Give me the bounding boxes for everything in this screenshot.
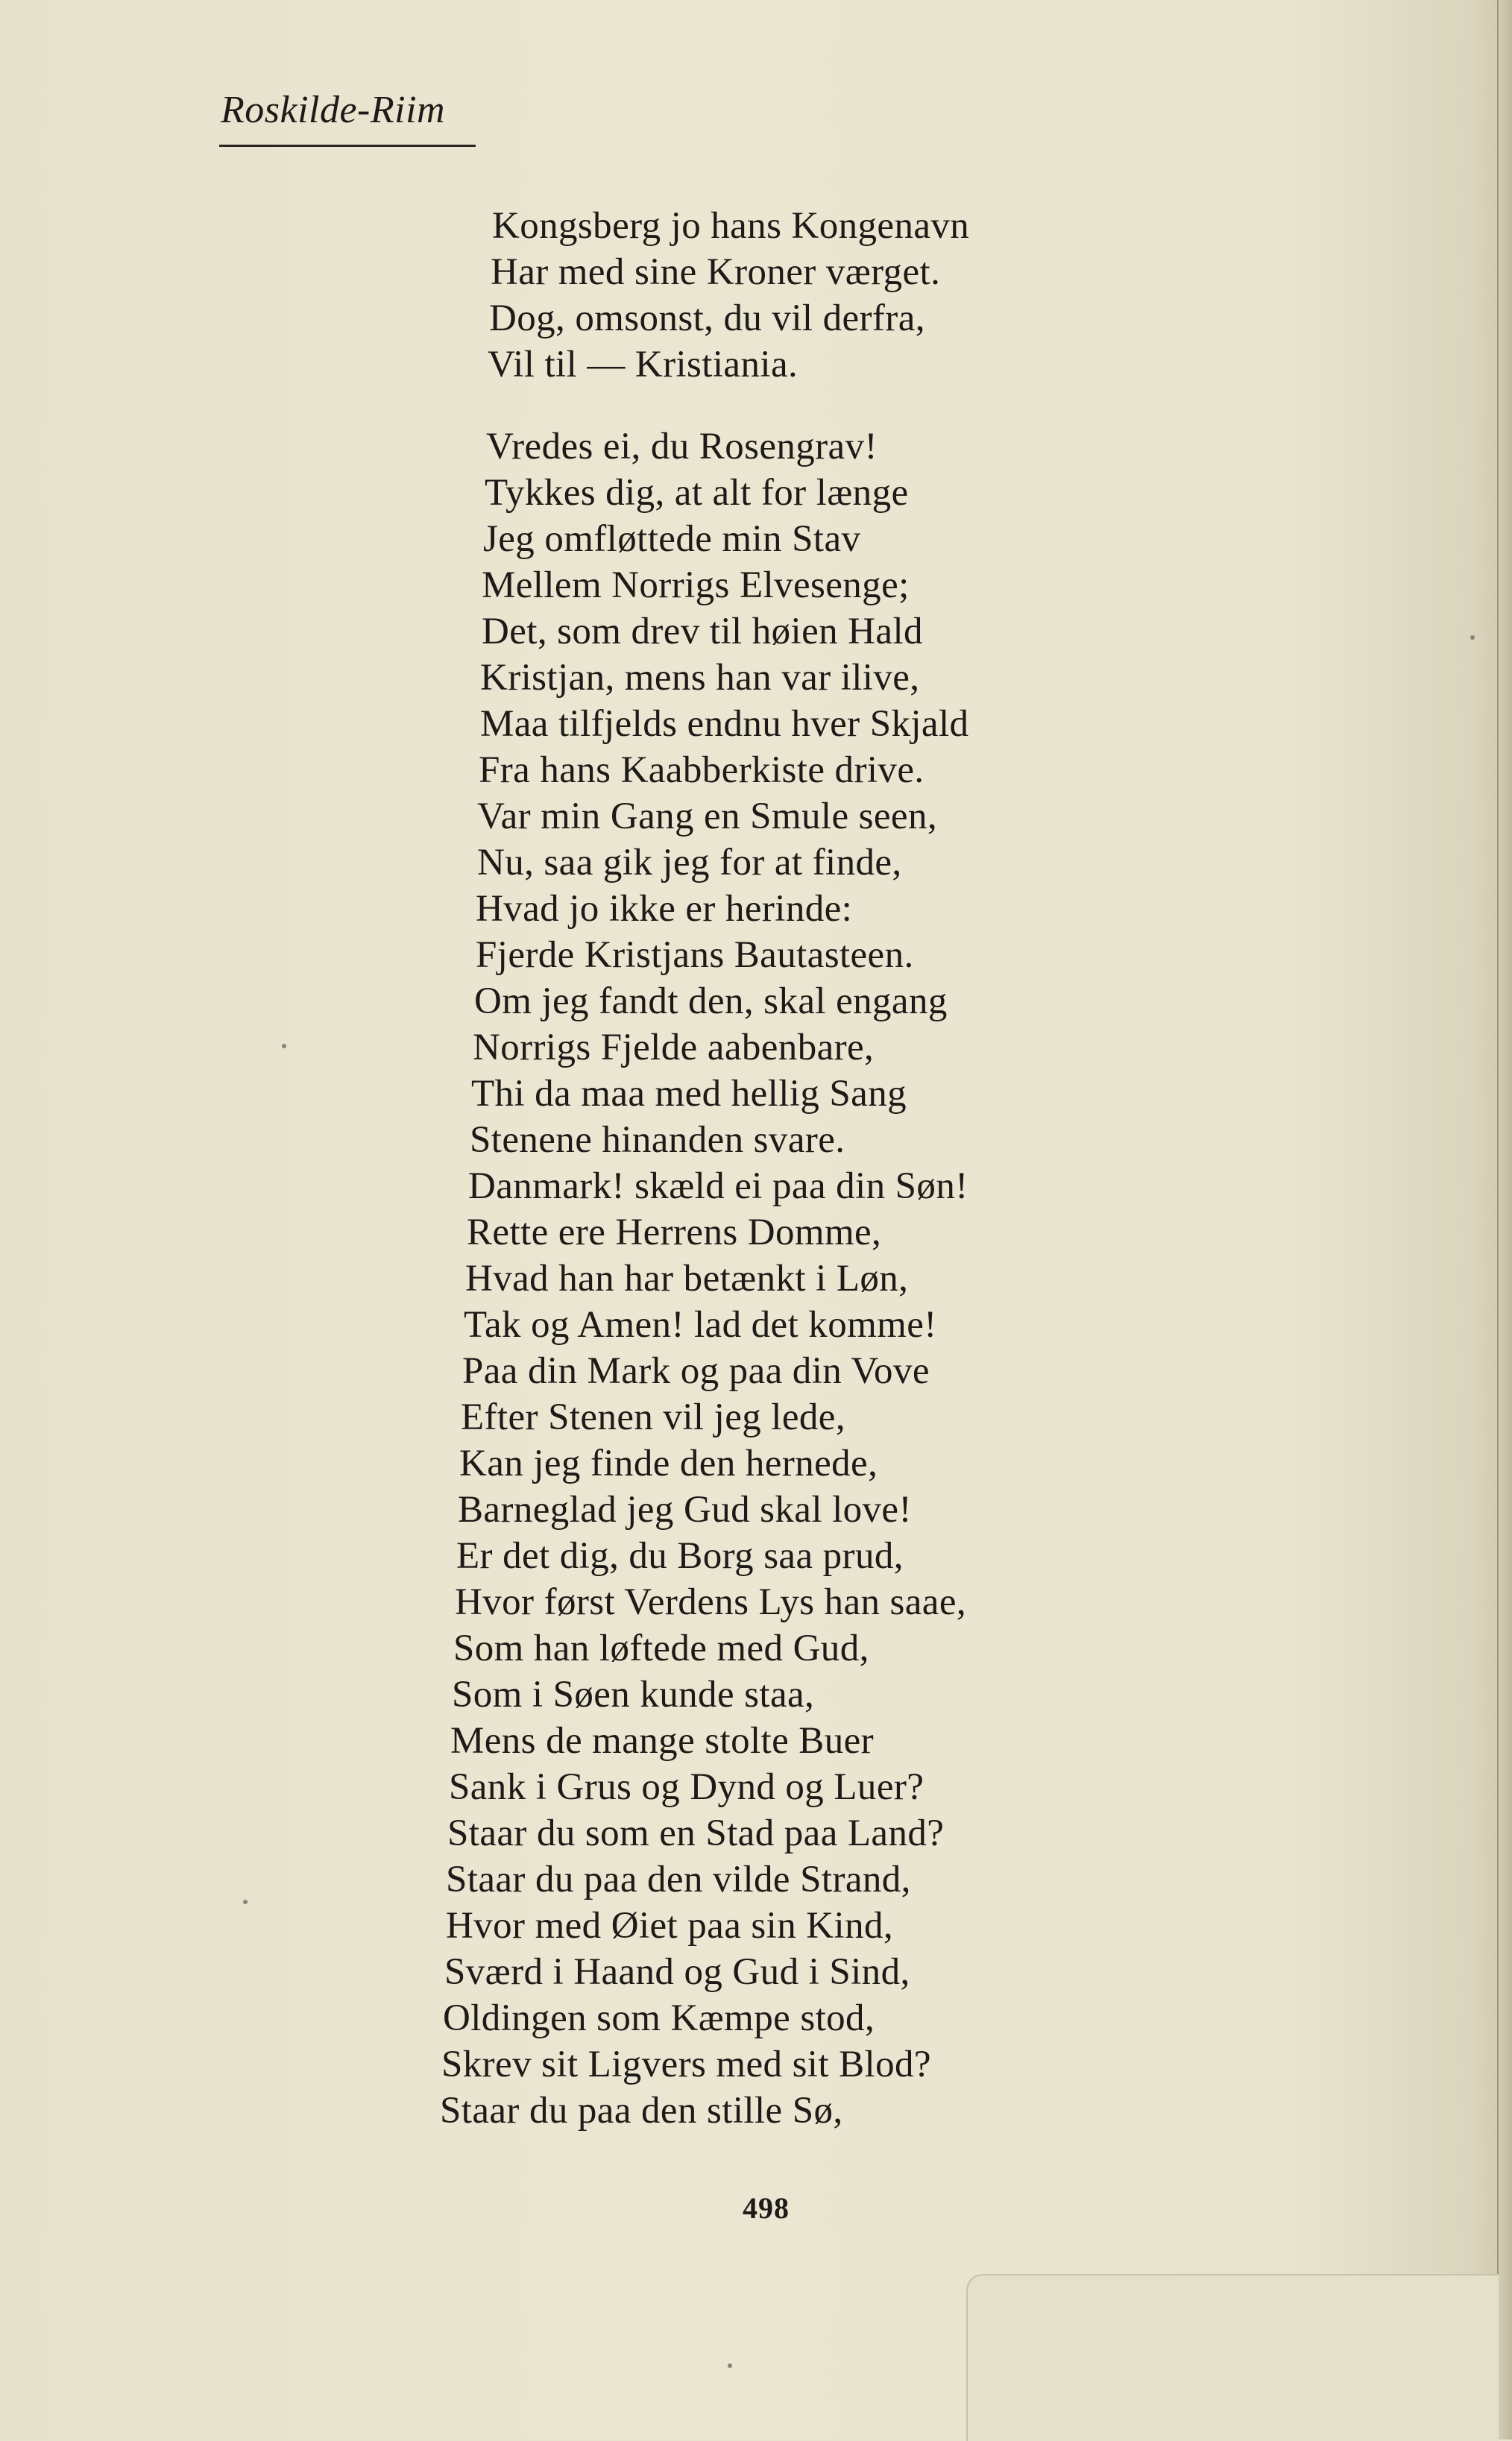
verse-line: Det, som drev til høien Hald (482, 611, 923, 652)
verse-line: Skrev sit Ligvers med sit Blod? (441, 2044, 931, 2085)
verse-line: Danmark! skæld ei paa din Søn! (468, 1165, 968, 1207)
verse-line: Vil til — Kristiania. (488, 344, 798, 385)
verse-line: Stenene hinanden svare. (470, 1119, 845, 1161)
verse-line: Oldingen som Kæmpe stod, (443, 1997, 875, 2039)
verse-line: Paa din Mark og paa din Vove (462, 1350, 930, 1392)
verse-line: Om jeg fandt den, skal engang (474, 980, 948, 1022)
verse-line: Kongsberg jo hans Kongenavn (492, 205, 970, 247)
verse-line: Maa tilfjelds endnu hver Skjald (480, 703, 969, 745)
verse-line: Rette ere Herrens Domme, (467, 1212, 882, 1253)
verse-line: Som i Søen kunde staa, (452, 1674, 815, 1716)
verse-line: Dog, omsonst, du vil derfra, (489, 297, 925, 339)
verse-line: Sank i Grus og Dynd og Luer? (449, 1766, 924, 1808)
paper-speck (1470, 635, 1475, 640)
paper-speck (728, 2363, 732, 2368)
verse-line: Tykkes dig, at alt for længe (485, 472, 909, 514)
verse-line: Kan jeg finde den hernede, (459, 1443, 878, 1484)
running-head: Roskilde-Riim (221, 89, 446, 131)
verse-line: Efter Stenen vil jeg lede, (461, 1396, 845, 1438)
verse-line: Staar du som en Stad paa Land? (447, 1812, 945, 1854)
paper-speck (243, 1900, 248, 1904)
verse-line: Hvad jo ikke er herinde: (476, 888, 853, 930)
verse-line: Staar du paa den vilde Strand, (446, 1859, 911, 1900)
verse-line: Har med sine Kroner værget. (491, 251, 941, 293)
verse-line: Hvad han har betænkt i Løn, (465, 1258, 909, 1300)
verse-line: Norrigs Fjelde aabenbare, (473, 1027, 875, 1068)
paper-speck (282, 1044, 286, 1048)
verse-line: Som han løftede med Gud, (453, 1628, 869, 1669)
verse-line: Staar du paa den stille Sø, (440, 2090, 843, 2132)
verse-line: Kristjan, mens han var ilive, (480, 657, 920, 699)
verse-line: Fjerde Kristjans Bautasteen. (476, 934, 914, 976)
verse-line: Var min Gang en Smule seen, (477, 796, 937, 837)
verse-line: Hvor først Verdens Lys han saae, (455, 1581, 967, 1623)
verse-line: Vredes ei, du Rosengrav! (486, 426, 878, 467)
page-number: 498 (743, 2191, 790, 2225)
verse-line: Tak og Amen! lad det komme! (464, 1304, 937, 1346)
verse-line: Fra hans Kaabberkiste drive. (479, 749, 924, 791)
verse-line: Nu, saa gik jeg for at finde, (477, 842, 902, 884)
verse-line: Sværd i Haand og Gud i Sind, (444, 1951, 910, 1993)
verse-line: Hvor med Øiet paa sin Kind, (446, 1905, 894, 1947)
verse-line: Jeg omfløttede min Stav (483, 518, 861, 560)
verse-line: Thi da maa med hellig Sang (471, 1073, 907, 1115)
verse-line: Mellem Norrigs Elvesenge; (482, 564, 910, 606)
verse-line: Mens de mange stolte Buer (450, 1720, 875, 1762)
verse-line: Barneglad jeg Gud skal love! (458, 1489, 912, 1531)
verse-line: Er det dig, du Borg saa prud, (456, 1535, 904, 1577)
